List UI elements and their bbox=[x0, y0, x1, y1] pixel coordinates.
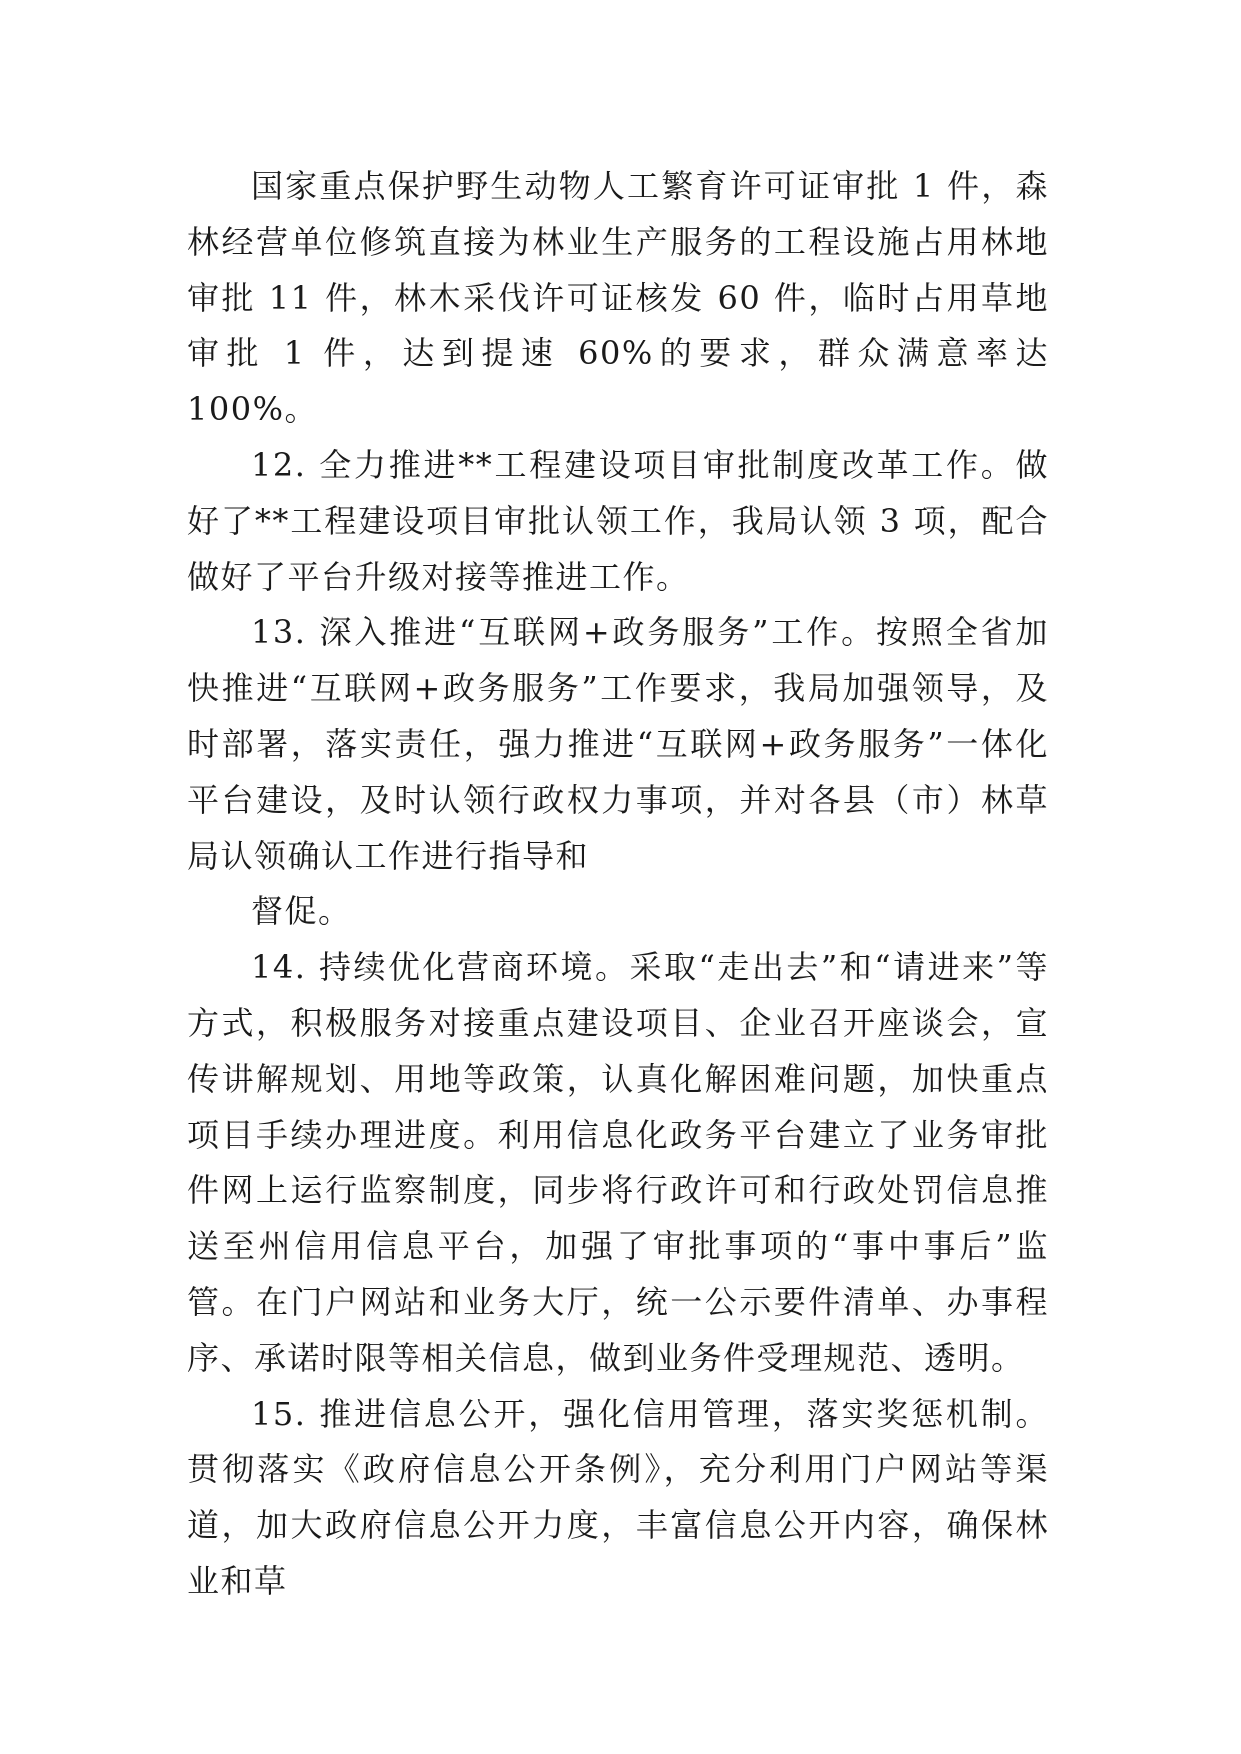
paragraph-supervision: 督促。 bbox=[251, 892, 352, 931]
paragraph-item-14: 14. 持续优化营商环境。采取“走出去”和“请进来”等方式，积极服务对接重点建设项目、企业召开座谈会，宣传讲解规划、用地等政策，认真化解困难问题，加快重点项目手续办理进度。利用信息化政务平台建立了业务审批件网上运行监察制度，同步将行政许可和行政处罚信息推送至州信用信息平台，加强了审批事项的“事中事后”监管。在门户网站和业务大厅，统一公示要件清单、办事程序、承诺时限等相关信息，做到业务件受理规范、透明。 bbox=[187, 948, 1049, 1377]
document-body bbox=[187, 159, 1049, 1610]
paragraph-wildlife-approvals: 国家重点保护野生动物人工繁育许可证审批 1 件，森林经营单位修筑直接为林业生产服务的工程设施占用林地审批 11 件，林木采伐许可证核发 60 件，临时占用草地审批 1 件，达到提速 60%的要求，群众满意率达 100%。 bbox=[187, 167, 1049, 429]
paragraph-item-13: 13. 深入推进“互联网+政务服务”工作。按照全省加快推进“互联网+政务服务”工作要求，我局加强领导，及时部署，落实责任，强力推进“互联网+政务服务”一体化平台建设，及时认领行政权力事项，并对各县（市）林草局认领确认工作进行指导和 bbox=[187, 613, 1049, 875]
paragraph-item-15: 15. 推进信息公开，强化信用管理，落实奖惩机制。贯彻落实《政府信息公开条例》，充分利用门户网站等渠道，加大政府信息公开力度，丰富信息公开内容，确保林业和草 bbox=[187, 1394, 1049, 1600]
paragraph-item-12: 12. 全力推进**工程建设项目审批制度改革工作。做好了**工程建设项目审批认领工作，我局认领 3 项，配合做好了平台升级对接等推进工作。 bbox=[187, 445, 1049, 596]
